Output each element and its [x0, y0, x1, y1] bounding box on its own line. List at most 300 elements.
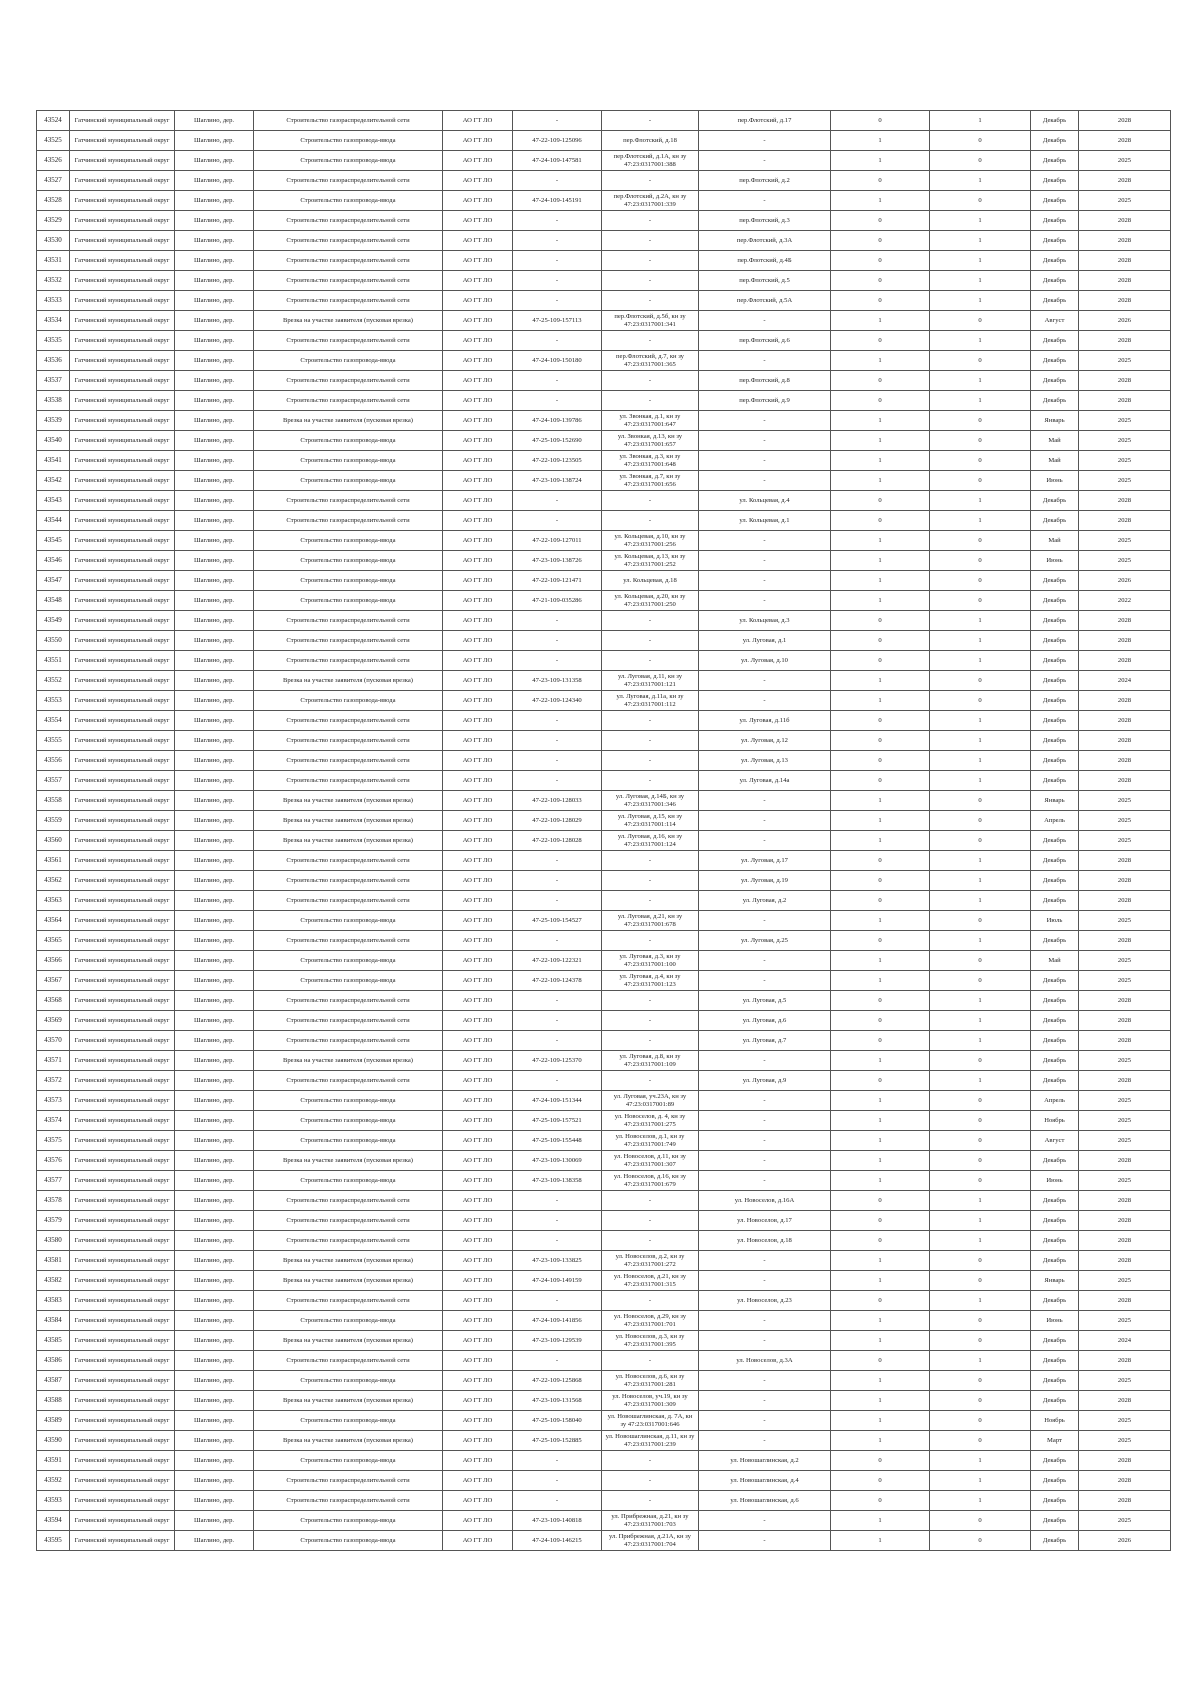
cell-application-number: 47-22-109-125868: [513, 1371, 602, 1391]
cell-settlement: Шаглино, дер.: [175, 1051, 254, 1071]
cell-row-id: 43563: [37, 891, 70, 911]
cell-network-count: 0: [930, 1371, 1031, 1391]
cell-network-count: 1: [930, 1231, 1031, 1251]
cell-cadastral-address: ул. Новоселов, д.6, кн зу 47:23:0317001:281: [602, 1371, 699, 1391]
cell-municipality: Гатчинский муниципальный округ: [70, 591, 175, 611]
cell-application-number: -: [513, 371, 602, 391]
cell-completion-month: Декабрь: [1031, 391, 1079, 411]
cell-municipality: Гатчинский муниципальный округ: [70, 1151, 175, 1171]
cell-cadastral-address: -: [602, 111, 699, 131]
cell-completion-month: Декабрь: [1031, 771, 1079, 791]
cell-organization: АО ГТ ЛО: [443, 1351, 513, 1371]
table-body: [37, 111, 1171, 1551]
cell-completion-month: Июнь: [1031, 551, 1079, 571]
cell-gas-input-count: 1: [831, 451, 930, 471]
cell-completion-month: Июнь: [1031, 1311, 1079, 1331]
cell-completion-year: 2025: [1079, 971, 1171, 991]
cell-row-id: 43558: [37, 791, 70, 811]
cell-gas-input-count: 0: [831, 251, 930, 271]
cell-completion-month: Декабрь: [1031, 991, 1079, 1011]
cell-municipality: Гатчинский муниципальный округ: [70, 1531, 175, 1551]
cell-organization: АО ГТ ЛО: [443, 1171, 513, 1191]
cell-completion-year: 2028: [1079, 131, 1171, 151]
table-row: [37, 151, 1171, 171]
cell-completion-year: 2028: [1079, 1231, 1171, 1251]
cell-gas-input-count: 0: [831, 1071, 930, 1091]
cell-row-id: 43595: [37, 1531, 70, 1551]
cell-completion-year: 2028: [1079, 211, 1171, 231]
cell-application-number: 47-23-109-138726: [513, 551, 602, 571]
cell-network-count: 1: [930, 1071, 1031, 1091]
cell-completion-month: Декабрь: [1031, 1031, 1079, 1051]
cell-network-address: ул. Луговая, д.12: [699, 731, 831, 751]
cell-network-count: 1: [930, 211, 1031, 231]
cell-work-type: Строительство газораспределительной сети: [254, 271, 443, 291]
cell-work-type: Строительство газопровода-ввода: [254, 1131, 443, 1151]
cell-application-number: -: [513, 711, 602, 731]
cell-organization: АО ГТ ЛО: [443, 951, 513, 971]
cell-gas-input-count: 1: [831, 131, 930, 151]
cell-network-address: -: [699, 1151, 831, 1171]
cell-network-count: 0: [930, 1151, 1031, 1171]
table-row: [37, 131, 1171, 151]
cell-network-address: -: [699, 431, 831, 451]
cell-municipality: Гатчинский муниципальный округ: [70, 1511, 175, 1531]
cell-gas-input-count: 1: [831, 791, 930, 811]
cell-completion-year: 2028: [1079, 1391, 1171, 1411]
cell-completion-year: 2028: [1079, 391, 1171, 411]
table-row: [37, 691, 1171, 711]
cell-completion-year: 2022: [1079, 591, 1171, 611]
cell-completion-month: Июль: [1031, 911, 1079, 931]
cell-network-count: 0: [930, 1511, 1031, 1531]
cell-network-address: пер.Флотский, д.5А: [699, 291, 831, 311]
cell-network-address: -: [699, 1111, 831, 1131]
cell-municipality: Гатчинский муниципальный округ: [70, 1451, 175, 1471]
cell-network-count: 0: [930, 131, 1031, 151]
cell-municipality: Гатчинский муниципальный округ: [70, 231, 175, 251]
cell-settlement: Шаглино, дер.: [175, 1531, 254, 1551]
cell-organization: АО ГТ ЛО: [443, 811, 513, 831]
cell-network-address: -: [699, 1311, 831, 1331]
cell-work-type: Строительство газопровода-ввода: [254, 471, 443, 491]
cell-cadastral-address: ул. Луговая, д.15, кн зу 47:23:0317001:114: [602, 811, 699, 831]
cell-organization: АО ГТ ЛО: [443, 351, 513, 371]
cell-municipality: Гатчинский муниципальный округ: [70, 651, 175, 671]
cell-network-address: -: [699, 551, 831, 571]
cell-municipality: Гатчинский муниципальный округ: [70, 711, 175, 731]
cell-row-id: 43578: [37, 1191, 70, 1211]
cell-organization: АО ГТ ЛО: [443, 1531, 513, 1551]
cell-completion-year: 2028: [1079, 891, 1171, 911]
cell-completion-month: Декабрь: [1031, 211, 1079, 231]
cell-network-address: -: [699, 311, 831, 331]
cell-settlement: Шаглино, дер.: [175, 951, 254, 971]
cell-completion-month: Декабрь: [1031, 1191, 1079, 1211]
cell-work-type: Строительство газораспределительной сети: [254, 211, 443, 231]
cell-completion-month: Декабрь: [1031, 631, 1079, 651]
cell-network-count: 1: [930, 291, 1031, 311]
cell-settlement: Шаглино, дер.: [175, 1371, 254, 1391]
cell-cadastral-address: -: [602, 991, 699, 1011]
cell-application-number: 47-22-109-128033: [513, 791, 602, 811]
table-row: [37, 511, 1171, 531]
cell-application-number: -: [513, 1351, 602, 1371]
cell-organization: АО ГТ ЛО: [443, 331, 513, 351]
cell-completion-month: Декабрь: [1031, 971, 1079, 991]
cell-cadastral-address: ул. Кольцевая, д.10, кн зу 47:23:0317001:256: [602, 531, 699, 551]
cell-row-id: 43589: [37, 1411, 70, 1431]
cell-gas-input-count: 1: [831, 671, 930, 691]
cell-cadastral-address: ул. Луговая, д.3, кн зу 47:23:0317001:100: [602, 951, 699, 971]
table-row: [37, 331, 1171, 351]
cell-network-address: пер.Флотский, д.8: [699, 371, 831, 391]
cell-cadastral-address: ул. Прибрежная, д.21, кн зу 47:23:0317001:703: [602, 1511, 699, 1531]
cell-application-number: -: [513, 851, 602, 871]
cell-application-number: -: [513, 291, 602, 311]
cell-settlement: Шаглино, дер.: [175, 851, 254, 871]
cell-organization: АО ГТ ЛО: [443, 1151, 513, 1171]
cell-application-number: -: [513, 991, 602, 1011]
cell-network-count: 1: [930, 991, 1031, 1011]
cell-completion-year: 2025: [1079, 431, 1171, 451]
table-row: [37, 411, 1171, 431]
cell-settlement: Шаглино, дер.: [175, 1351, 254, 1371]
cell-completion-month: Декабрь: [1031, 1391, 1079, 1411]
cell-municipality: Гатчинский муниципальный округ: [70, 151, 175, 171]
cell-cadastral-address: ул. Луговая, д.4, кн зу 47:23:0317001:123: [602, 971, 699, 991]
cell-row-id: 43525: [37, 131, 70, 151]
cell-work-type: Строительство газопровода-ввода: [254, 591, 443, 611]
cell-settlement: Шаглино, дер.: [175, 1471, 254, 1491]
cell-work-type: Строительство газораспределительной сети: [254, 171, 443, 191]
cell-application-number: 47-23-109-131358: [513, 671, 602, 691]
cell-completion-month: Апрель: [1031, 1091, 1079, 1111]
cell-work-type: Строительство газопровода-ввода: [254, 191, 443, 211]
cell-completion-month: Декабрь: [1031, 1151, 1079, 1171]
cell-application-number: -: [513, 751, 602, 771]
cell-cadastral-address: ул. Прибрежная, д.21А, кн зу 47:23:0317001:704: [602, 1531, 699, 1551]
cell-municipality: Гатчинский муниципальный округ: [70, 1411, 175, 1431]
table-row: [37, 871, 1171, 891]
cell-cadastral-address: пер.Флотский, д.18: [602, 131, 699, 151]
cell-completion-year: 2025: [1079, 451, 1171, 471]
cell-row-id: 43531: [37, 251, 70, 271]
cell-gas-input-count: 1: [831, 431, 930, 451]
cell-organization: АО ГТ ЛО: [443, 1311, 513, 1331]
cell-completion-year: 2028: [1079, 1251, 1171, 1271]
cell-network-count: 1: [930, 1451, 1031, 1471]
cell-completion-month: Декабрь: [1031, 371, 1079, 391]
gasification-schedule-table: [36, 110, 1171, 1551]
table-row: [37, 1251, 1171, 1271]
cell-settlement: Шаглино, дер.: [175, 731, 254, 751]
cell-network-count: 1: [930, 731, 1031, 751]
cell-row-id: 43557: [37, 771, 70, 791]
cell-network-address: ул. Новоселов, д.16А: [699, 1191, 831, 1211]
cell-gas-input-count: 1: [831, 1411, 930, 1431]
cell-cadastral-address: -: [602, 1211, 699, 1231]
cell-cadastral-address: -: [602, 871, 699, 891]
cell-work-type: Строительство газопровода-ввода: [254, 691, 443, 711]
cell-completion-month: Декабрь: [1031, 1451, 1079, 1471]
table-row: [37, 791, 1171, 811]
cell-row-id: 43579: [37, 1211, 70, 1231]
cell-municipality: Гатчинский муниципальный округ: [70, 411, 175, 431]
table-row: [37, 1171, 1171, 1191]
cell-network-count: 0: [930, 1171, 1031, 1191]
cell-organization: АО ГТ ЛО: [443, 411, 513, 431]
cell-row-id: 43537: [37, 371, 70, 391]
cell-work-type: Строительство газопровода-ввода: [254, 431, 443, 451]
cell-network-count: 0: [930, 1251, 1031, 1271]
cell-work-type: Врезка на участке заявителя (пусковая врезка): [254, 1431, 443, 1451]
cell-row-id: 43565: [37, 931, 70, 951]
cell-organization: АО ГТ ЛО: [443, 611, 513, 631]
cell-gas-input-count: 0: [831, 291, 930, 311]
cell-work-type: Врезка на участке заявителя (пусковая врезка): [254, 1051, 443, 1071]
cell-completion-month: Декабрь: [1031, 291, 1079, 311]
cell-completion-year: 2028: [1079, 1451, 1171, 1471]
cell-network-count: 1: [930, 391, 1031, 411]
cell-row-id: 43551: [37, 651, 70, 671]
cell-municipality: Гатчинский муниципальный округ: [70, 751, 175, 771]
cell-municipality: Гатчинский муниципальный округ: [70, 911, 175, 931]
cell-municipality: Гатчинский муниципальный округ: [70, 851, 175, 871]
cell-application-number: 47-25-109-152690: [513, 431, 602, 451]
cell-completion-month: Декабрь: [1031, 171, 1079, 191]
cell-gas-input-count: 1: [831, 911, 930, 931]
cell-completion-year: 2028: [1079, 851, 1171, 871]
cell-gas-input-count: 1: [831, 551, 930, 571]
cell-settlement: Шаглино, дер.: [175, 391, 254, 411]
cell-row-id: 43591: [37, 1451, 70, 1471]
cell-completion-year: 2025: [1079, 1411, 1171, 1431]
cell-gas-input-count: 1: [831, 471, 930, 491]
cell-municipality: Гатчинский муниципальный округ: [70, 1311, 175, 1331]
cell-municipality: Гатчинский муниципальный округ: [70, 191, 175, 211]
cell-municipality: Гатчинский муниципальный округ: [70, 531, 175, 551]
cell-work-type: Врезка на участке заявителя (пусковая врезка): [254, 311, 443, 331]
cell-network-count: 1: [930, 231, 1031, 251]
cell-cadastral-address: -: [602, 731, 699, 751]
cell-network-count: 0: [930, 1391, 1031, 1411]
cell-row-id: 43543: [37, 491, 70, 511]
cell-network-address: ул. Луговая, д.17: [699, 851, 831, 871]
table-row: [37, 311, 1171, 331]
cell-organization: АО ГТ ЛО: [443, 1071, 513, 1091]
cell-completion-year: 2028: [1079, 871, 1171, 891]
cell-organization: АО ГТ ЛО: [443, 451, 513, 471]
cell-application-number: -: [513, 491, 602, 511]
cell-network-count: 1: [930, 851, 1031, 871]
cell-organization: АО ГТ ЛО: [443, 851, 513, 871]
cell-network-address: -: [699, 1511, 831, 1531]
cell-application-number: 47-22-109-127011: [513, 531, 602, 551]
cell-work-type: Строительство газопровода-ввода: [254, 1111, 443, 1131]
cell-completion-month: Декабрь: [1031, 1211, 1079, 1231]
cell-completion-month: Декабрь: [1031, 1471, 1079, 1491]
cell-network-address: ул. Луговая, д.14а: [699, 771, 831, 791]
cell-settlement: Шаглино, дер.: [175, 1011, 254, 1031]
cell-row-id: 43570: [37, 1031, 70, 1051]
cell-row-id: 43564: [37, 911, 70, 931]
cell-settlement: Шаглино, дер.: [175, 111, 254, 131]
cell-network-count: 1: [930, 371, 1031, 391]
cell-network-count: 0: [930, 1311, 1031, 1331]
cell-municipality: Гатчинский муниципальный округ: [70, 351, 175, 371]
cell-completion-month: Декабрь: [1031, 1051, 1079, 1071]
cell-row-id: 43576: [37, 1151, 70, 1171]
cell-gas-input-count: 0: [831, 171, 930, 191]
cell-municipality: Гатчинский муниципальный округ: [70, 1011, 175, 1031]
cell-gas-input-count: 0: [831, 1351, 930, 1371]
cell-application-number: -: [513, 891, 602, 911]
cell-gas-input-count: 0: [831, 231, 930, 251]
cell-gas-input-count: 1: [831, 1511, 930, 1531]
cell-completion-month: Апрель: [1031, 811, 1079, 831]
cell-application-number: -: [513, 1211, 602, 1231]
cell-settlement: Шаглино, дер.: [175, 411, 254, 431]
cell-gas-input-count: 1: [831, 1111, 930, 1131]
cell-gas-input-count: 1: [831, 1151, 930, 1171]
cell-work-type: Врезка на участке заявителя (пусковая врезка): [254, 1251, 443, 1271]
cell-work-type: Строительство газопровода-ввода: [254, 1451, 443, 1471]
cell-work-type: Строительство газораспределительной сети: [254, 1491, 443, 1511]
cell-municipality: Гатчинский муниципальный округ: [70, 211, 175, 231]
cell-cadastral-address: -: [602, 711, 699, 731]
cell-settlement: Шаглино, дер.: [175, 191, 254, 211]
cell-application-number: -: [513, 1011, 602, 1031]
table-row: [37, 471, 1171, 491]
table-row: [37, 1491, 1171, 1511]
cell-completion-year: 2025: [1079, 1431, 1171, 1451]
cell-work-type: Строительство газопровода-ввода: [254, 451, 443, 471]
table-row: [37, 851, 1171, 871]
table-row: [37, 531, 1171, 551]
cell-completion-year: 2028: [1079, 1491, 1171, 1511]
cell-cadastral-address: -: [602, 271, 699, 291]
cell-application-number: -: [513, 391, 602, 411]
cell-row-id: 43571: [37, 1051, 70, 1071]
cell-organization: АО ГТ ЛО: [443, 1431, 513, 1451]
cell-application-number: -: [513, 1191, 602, 1211]
cell-organization: АО ГТ ЛО: [443, 311, 513, 331]
cell-network-count: 1: [930, 931, 1031, 951]
cell-network-address: ул. Луговая, д.1: [699, 631, 831, 651]
cell-network-address: ул. Луговая, д.25: [699, 931, 831, 951]
table-row: [37, 1011, 1171, 1031]
cell-network-count: 1: [930, 511, 1031, 531]
cell-network-count: 1: [930, 891, 1031, 911]
cell-completion-year: 2025: [1079, 951, 1171, 971]
cell-work-type: Строительство газопровода-ввода: [254, 1371, 443, 1391]
cell-network-address: -: [699, 1251, 831, 1271]
cell-settlement: Шаглино, дер.: [175, 791, 254, 811]
cell-gas-input-count: 1: [831, 1171, 930, 1191]
table-row: [37, 351, 1171, 371]
cell-organization: АО ГТ ЛО: [443, 371, 513, 391]
cell-network-address: пер.Флотский, д.2: [699, 171, 831, 191]
cell-network-address: ул. Кольцевая, д.3: [699, 611, 831, 631]
cell-network-address: ул. Кольцевая, д.1: [699, 511, 831, 531]
cell-completion-year: 2024: [1079, 1331, 1171, 1351]
cell-network-address: ул. Луговая, д.7: [699, 1031, 831, 1051]
cell-settlement: Шаглино, дер.: [175, 1211, 254, 1231]
cell-settlement: Шаглино, дер.: [175, 1311, 254, 1331]
cell-network-count: 0: [930, 951, 1031, 971]
cell-work-type: Врезка на участке заявителя (пусковая врезка): [254, 811, 443, 831]
cell-row-id: 43533: [37, 291, 70, 311]
cell-completion-year: 2028: [1079, 651, 1171, 671]
cell-municipality: Гатчинский муниципальный округ: [70, 691, 175, 711]
cell-cadastral-address: -: [602, 611, 699, 631]
cell-gas-input-count: 0: [831, 651, 930, 671]
cell-cadastral-address: ул. Новоселов, д.29, кн зу 47:23:0317001:701: [602, 1311, 699, 1331]
cell-organization: АО ГТ ЛО: [443, 691, 513, 711]
table-row: [37, 171, 1171, 191]
cell-organization: АО ГТ ЛО: [443, 431, 513, 451]
cell-gas-input-count: 0: [831, 511, 930, 531]
cell-work-type: Строительство газораспределительной сети: [254, 391, 443, 411]
cell-organization: АО ГТ ЛО: [443, 571, 513, 591]
cell-completion-year: 2025: [1079, 831, 1171, 851]
cell-work-type: Строительство газораспределительной сети: [254, 231, 443, 251]
cell-application-number: -: [513, 231, 602, 251]
cell-municipality: Гатчинский муниципальный округ: [70, 1111, 175, 1131]
cell-organization: АО ГТ ЛО: [443, 1111, 513, 1131]
cell-settlement: Шаглино, дер.: [175, 1511, 254, 1531]
cell-cadastral-address: -: [602, 231, 699, 251]
cell-work-type: Строительство газопровода-ввода: [254, 1311, 443, 1331]
cell-settlement: Шаглино, дер.: [175, 491, 254, 511]
cell-completion-year: 2025: [1079, 1371, 1171, 1391]
cell-row-id: 43592: [37, 1471, 70, 1491]
cell-completion-month: Июнь: [1031, 1171, 1079, 1191]
cell-network-address: -: [699, 591, 831, 611]
cell-application-number: 47-24-109-151344: [513, 1091, 602, 1111]
cell-organization: АО ГТ ЛО: [443, 1211, 513, 1231]
cell-organization: АО ГТ ЛО: [443, 1511, 513, 1531]
cell-network-address: -: [699, 191, 831, 211]
cell-row-id: 43581: [37, 1251, 70, 1271]
cell-network-count: 1: [930, 771, 1031, 791]
table-row: [37, 1471, 1171, 1491]
cell-municipality: Гатчинский муниципальный округ: [70, 131, 175, 151]
cell-completion-year: 2025: [1079, 1111, 1171, 1131]
cell-network-address: -: [699, 411, 831, 431]
cell-municipality: Гатчинский муниципальный округ: [70, 1071, 175, 1091]
cell-organization: АО ГТ ЛО: [443, 171, 513, 191]
cell-completion-year: 2028: [1079, 331, 1171, 351]
cell-gas-input-count: 0: [831, 1211, 930, 1231]
cell-settlement: Шаглино, дер.: [175, 571, 254, 591]
cell-network-address: ул. Новоселов, д.3А: [699, 1351, 831, 1371]
table-row: [37, 731, 1171, 751]
cell-organization: АО ГТ ЛО: [443, 651, 513, 671]
cell-municipality: Гатчинский муниципальный округ: [70, 771, 175, 791]
table-row: [37, 391, 1171, 411]
table-row: [37, 1511, 1171, 1531]
cell-application-number: 47-25-109-154527: [513, 911, 602, 931]
cell-row-id: 43568: [37, 991, 70, 1011]
cell-application-number: 47-24-109-150180: [513, 351, 602, 371]
cell-application-number: 47-25-109-157113: [513, 311, 602, 331]
cell-completion-month: Декабрь: [1031, 691, 1079, 711]
cell-row-id: 43534: [37, 311, 70, 331]
cell-organization: АО ГТ ЛО: [443, 151, 513, 171]
cell-completion-month: Май: [1031, 451, 1079, 471]
